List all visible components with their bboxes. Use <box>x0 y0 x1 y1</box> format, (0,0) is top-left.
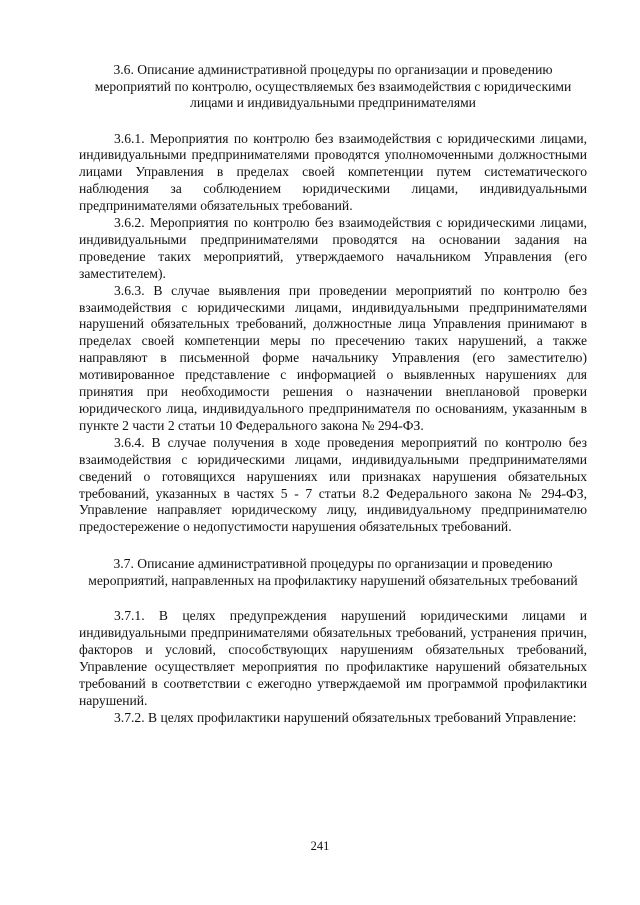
page-number: 241 <box>310 839 330 853</box>
paragraph-3-6-1: 3.6.1. Мероприятия по контролю без взаимодействия с юридическими лицами, индивидуальными предпринимателями проводятся уполномоченными должностными лицами Управления в пределах своей компетенции путем систематического наблюдения за соблюдением юридическими лицами, индивидуальными предпринимателями обязательных требований. <box>79 130 587 214</box>
section-3-7-heading: 3.7. Описание административной процедуры по организации и проведению мероприятий, направленных на профилактику нарушений обязательных требований <box>88 556 578 588</box>
page-content <box>79 62 587 727</box>
paragraph-3-6-2: 3.6.2. Мероприятия по контролю без взаимодействия с юридическими лицами, индивидуальными предпринимателями проводятся на основании задания на проведение таких мероприятий, утверждаемого начальником Управления (его заместителем). <box>79 215 587 281</box>
paragraph-3-7-2: 3.7.2. В целях профилактики нарушений обязательных требований Управление: <box>114 709 577 725</box>
paragraph-3-7-1: 3.7.1. В целях предупреждения нарушений юридическими лицами и индивидуальными предпринимателями обязательных требований, устранения причин, факторов и условий, способствующих нарушениям обязательных требований, Управление осуществляет мероприятия по профилактике нарушений обязательных требований в соответствии с ежегодно утверждаемой им программой профилактики нарушений. <box>79 608 587 708</box>
section-3-6-heading: 3.6. Описание административной процедуры по организации и проведению мероприятий по контролю, осуществляемых без взаимодействия с юридическими лицами и индивидуальными предпринимателями <box>94 62 572 110</box>
paragraph-3-6-3: 3.6.3. В случае выявления при проведении мероприятий по контролю без взаимодействия с юридическими лицами, индивидуальными предпринимателями нарушений обязательных требований, должностные лица Управления принимают в пределах своей компетенции меры по пресечению таких нарушений, а также направляют в письменной форме начальнику Управления (его заместителю) мотивированное представление с информацией о выявленных нарушениях для принятия при необходимости решения о назначении внеплановой проверки юридического лица, индивидуального предпринимателя по основаниям, указанным в пункте 2 части 2 статьи 10 Федерального закона № 294-ФЗ. <box>79 282 587 433</box>
paragraph-3-6-4: 3.6.4. В случае получения в ходе проведения мероприятий по контролю без взаимодействия с юридическими лицами, индивидуальными предпринимателями сведений о готовящихся нарушениях или признаках нарушения обязательных требований, указанных в частях 5 - 7 статьи 8.2 Федерального закона № 294-ФЗ, Управление направляет юридическому лицу, индивидуальному предпринимателю предостережение о недопустимости нарушения обязательных требований. <box>79 434 587 535</box>
